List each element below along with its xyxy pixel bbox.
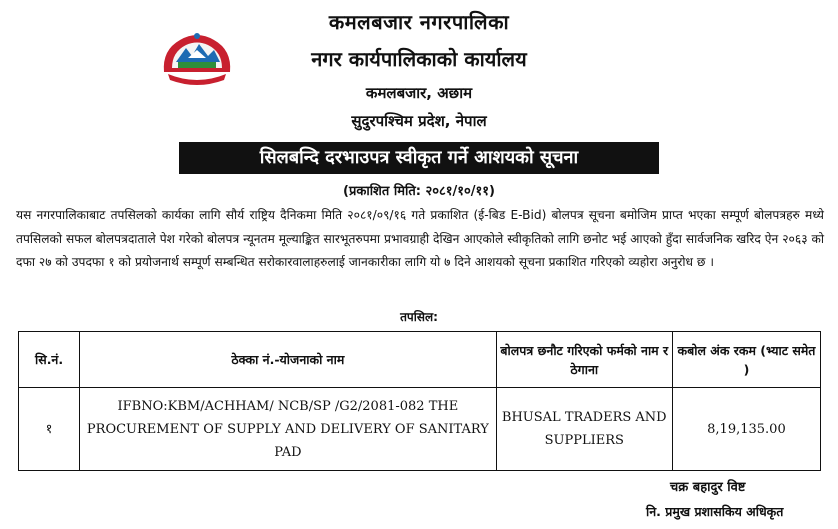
schedule-label: तपसिल: xyxy=(400,310,438,324)
col-header-contract: ठेक्का नं.-योजनाको नाम xyxy=(80,332,497,388)
notice-title: सिलबन्दि दरभाउपत्र स्वीकृत गर्ने आशयको सूचना xyxy=(179,142,659,174)
cell-firm: BHUSAL TRADERS AND SUPPLIERS xyxy=(496,388,672,471)
contract-table xyxy=(18,331,821,471)
cell-amount: 8,19,135.00 xyxy=(672,388,820,471)
col-header-amount: कबोल अंक रकम (भ्याट समेत ) xyxy=(672,332,820,388)
published-date: (प्रकाशित मिति: २०८१/१०/११) xyxy=(343,184,495,199)
col-header-sn: सि.नं. xyxy=(19,332,80,388)
municipality-name: कमलबजार नगरपालिका xyxy=(328,10,510,34)
signatory-title: नि. प्रमुख प्रशासकिय अधिकृत xyxy=(646,504,784,519)
office-address: कमलबजार, अछाम xyxy=(365,84,473,102)
signatory-name: चक्र बहादुर विष्ट xyxy=(670,480,746,495)
col-header-firm: बोलपत्र छनौट गरिएको फर्मको नाम र ठेगाना xyxy=(496,332,672,388)
notice-body: यस नगरपालिकाबाट तपसिलको कार्यका लागि सौर्य राष्ट्रिय दैनिकमा मिति २०८१/०९/१६ गते प्रकाशित (ई-बिड E-Bid) बोलपत्र सूचना बमोजिम प्राप्त भएका सम्पूर्ण बोलपत्रहरु मध्ये तपसिलको सफल बोलपत्रदाताले पेश गरेको बोलपत्र न्यूनतम मूल्याङ्कित सारभूतरुपमा प्रभावग्राही देखिन आएकोले स्वीकृतिको लागि छनोट भई आएको हुँदा सार्वजनिक खरिद ऐन २०६३ को दफा २७ को उपदफा १ को प्रयोजनार्थ सम्पूर्ण सम्बन्धित सरोकारवालाहरुलाई जानकारीका लागि यो ७ दिने आशयको सूचना प्रकाशित गरिएको व्यहोरा अनुरोध छ । xyxy=(16,208,824,269)
table-row xyxy=(19,388,821,471)
cell-contract: IFBNO:KBM/ACHHAM/ NCB/SP /G2/2081-082 THE PROCUREMENT OF SUPPLY AND DELIVERY OF SANITARY PAD xyxy=(80,388,497,471)
province-line: सुदुरपश्चिम प्रदेश, नेपाल xyxy=(351,112,487,130)
table-header-row xyxy=(19,332,821,388)
cell-sn: १ xyxy=(19,388,80,471)
office-name: नगर कार्यपालिकाको कार्यालय xyxy=(311,47,527,71)
